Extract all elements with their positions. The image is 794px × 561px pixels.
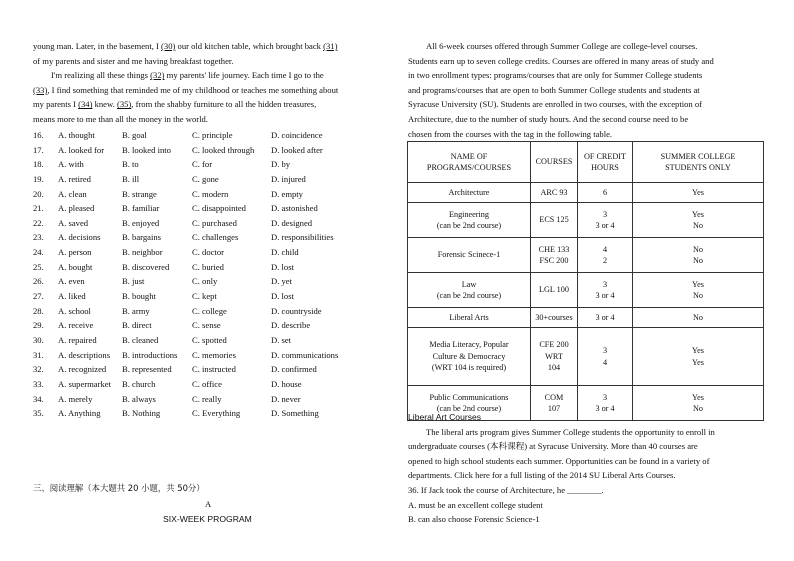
option-c[interactable]: C. memories	[192, 349, 236, 360]
passage-line: (33), I find something that reminded me of my childhood or teaches me something about	[33, 84, 339, 95]
option-row	[33, 216, 371, 231]
option-c[interactable]: C. disappointed	[192, 203, 246, 214]
option-d[interactable]: D. countryside	[271, 305, 322, 316]
cell-credit-hours: 4 2	[578, 238, 633, 273]
cloze-options	[33, 128, 371, 421]
option-d[interactable]: D. Something	[271, 408, 319, 419]
question-number: 28.	[33, 305, 44, 316]
option-d[interactable]: D. confirmed	[271, 364, 317, 375]
option-a[interactable]: A. liked	[58, 291, 86, 302]
option-d[interactable]: D. by	[271, 159, 291, 170]
header-credit: OF CREDIT HOURS	[578, 142, 633, 183]
option-d[interactable]: D. yet	[271, 276, 293, 287]
option-d[interactable]: D. designed	[271, 217, 313, 228]
cell-credit-hours: 3 3 or 4	[578, 273, 633, 308]
option-c[interactable]: C. only	[192, 276, 218, 287]
option-b[interactable]: B. cleaned	[122, 334, 159, 345]
option-a[interactable]: A. merely	[58, 393, 93, 404]
option-b[interactable]: B. bargains	[122, 232, 161, 243]
question-number: 26.	[33, 276, 44, 287]
option-d[interactable]: D. responsibilities	[271, 232, 334, 243]
question-36-option-a[interactable]: A. must be an excellent college student	[408, 499, 543, 510]
option-c[interactable]: C. sense	[192, 320, 221, 331]
passage-title: SIX-WEEK PROGRAM	[163, 514, 252, 524]
option-c[interactable]: C. doctor	[192, 247, 224, 258]
option-c[interactable]: C. gone	[192, 173, 219, 184]
liberal-line: opened to high school students each summer. Opportunities can be found in a variety of	[408, 455, 710, 466]
option-a[interactable]: A. receive	[58, 320, 94, 331]
question-number: 31.	[33, 349, 44, 360]
option-d[interactable]: D. injured	[271, 173, 306, 184]
question-number: 34.	[33, 393, 44, 404]
option-d[interactable]: D. describe	[271, 320, 311, 331]
option-b[interactable]: B. always	[122, 393, 156, 404]
option-row	[33, 377, 371, 392]
option-a[interactable]: A. school	[58, 305, 91, 316]
option-d[interactable]: D. lost	[271, 261, 294, 272]
option-b[interactable]: B. church	[122, 378, 156, 389]
option-row	[33, 128, 371, 143]
question-number: 25.	[33, 261, 44, 272]
option-b[interactable]: B. army	[122, 305, 150, 316]
table-row	[408, 328, 764, 386]
table-header-row	[408, 142, 764, 183]
option-row	[33, 187, 371, 202]
option-d[interactable]: D. empty	[271, 188, 303, 199]
option-row	[33, 172, 371, 187]
option-a[interactable]: A. recognized	[58, 364, 107, 375]
intro-line: All 6-week courses offered through Summer College are college-level courses.	[426, 41, 698, 51]
option-c[interactable]: C. instructed	[192, 364, 236, 375]
option-a[interactable]: A. descriptions	[58, 349, 111, 360]
question-36-stem: 36. If Jack took the course of Architecture, he ________.	[408, 484, 604, 495]
question-36-option-b[interactable]: B. can also choose Forensic Science-1	[408, 514, 540, 525]
intro-line: Architecture, due to the number of study hours. And the second course need to be	[408, 113, 689, 124]
option-a[interactable]: A. decisions	[58, 232, 101, 243]
cell-credit-hours: 3 4	[578, 328, 633, 386]
option-c[interactable]: C. kept	[192, 291, 217, 302]
table-row	[408, 183, 764, 203]
question-number: 24.	[33, 247, 44, 258]
option-row	[33, 392, 371, 407]
option-d[interactable]: D. set	[271, 334, 292, 345]
option-c[interactable]: C. buried	[192, 261, 224, 272]
option-b[interactable]: B. to	[122, 159, 139, 170]
cell-credit-hours: 6	[578, 183, 633, 203]
option-a[interactable]: A. person	[58, 247, 92, 258]
question-number: 17.	[33, 144, 44, 155]
question-number: 19.	[33, 173, 44, 184]
cell-summer-only: Yes Yes	[633, 328, 764, 386]
option-c[interactable]: C. principle	[192, 130, 233, 140]
intro-line: Students earn up to seven college credits. Courses are offered in many areas of study and	[408, 55, 714, 66]
option-c[interactable]: C. looked through	[192, 144, 255, 155]
option-b[interactable]: B. introductions	[122, 349, 178, 360]
option-d[interactable]: D. coincidence	[271, 130, 323, 140]
passage-line: I'm realizing all these things (32) my parents' life journey. Each time I go to the	[51, 70, 324, 81]
option-b[interactable]: B. represented	[122, 364, 172, 375]
option-a[interactable]: A. retired	[58, 173, 91, 184]
option-a[interactable]: A. supermarket	[58, 378, 111, 389]
option-a[interactable]: A. clean	[58, 188, 87, 199]
question-number: 32.	[33, 364, 44, 375]
passage-line: my parents I (34) knew. (35), from the shabby furniture to all the hidden treasures,	[33, 99, 317, 110]
cell-credit-hours: 3 3 or 4	[578, 386, 633, 421]
intro-line: Syracuse University (SU). Students are enrolled in two courses, with the exception of	[408, 99, 703, 110]
liberal-arts-section	[408, 410, 762, 527]
passage-line: means more to me than all the money in the world.	[33, 113, 208, 124]
cell-program-name: Liberal Arts	[408, 308, 531, 328]
option-row	[33, 260, 371, 275]
option-c[interactable]: C. for	[192, 159, 213, 170]
intro-line: chosen from the courses with the tag in the following table.	[408, 128, 613, 139]
intro-line: in two enrollment types: programs/courses that are only for Summer College students	[408, 70, 703, 81]
liberal-line: undergraduate courses (本科课程) at Syracuse University. More than 40 courses are	[408, 441, 698, 452]
liberal-line: The liberal arts program gives Summer College students the opportunity to enroll in	[426, 426, 715, 437]
option-b[interactable]: B. direct	[122, 320, 152, 331]
option-row	[33, 274, 371, 289]
option-c[interactable]: C. purchased	[192, 217, 237, 228]
option-a[interactable]: A. bought	[58, 261, 93, 272]
question-number: 22.	[33, 217, 44, 228]
option-d[interactable]: D. lost	[271, 291, 294, 302]
option-row	[33, 304, 371, 319]
cell-summer-only: No No	[633, 238, 764, 273]
option-a[interactable]: A. even	[58, 276, 85, 287]
option-row	[33, 406, 371, 421]
option-a[interactable]: A. repaired	[58, 334, 97, 345]
cell-summer-only: Yes	[633, 183, 764, 203]
option-d[interactable]: D. looked after	[271, 144, 323, 155]
cell-program-name: Forensic Scinece-1	[408, 238, 531, 273]
option-row	[33, 362, 371, 377]
question-number: 21.	[33, 203, 44, 214]
question-number: 33.	[33, 378, 44, 389]
option-b[interactable]: B. looked into	[122, 144, 171, 155]
option-a[interactable]: A. looked for	[58, 144, 105, 155]
question-number: 30.	[33, 334, 44, 345]
cell-summer-only: No	[633, 308, 764, 328]
cell-course-code: CFE 200 WRT 104	[531, 328, 578, 386]
option-c[interactable]: C. challenges	[192, 232, 239, 243]
question-number: 16.	[33, 130, 44, 140]
question-number: 27.	[33, 291, 44, 302]
cell-course-code: ARC 93	[531, 183, 578, 203]
option-c[interactable]: C. college	[192, 305, 227, 316]
table-row	[408, 203, 764, 238]
passage-line: of my parents and sister and me having breakfast together.	[33, 55, 234, 66]
option-c[interactable]: C. really	[192, 393, 222, 404]
cell-credit-hours: 3 or 4	[578, 308, 633, 328]
option-b[interactable]: B. goal	[122, 130, 147, 140]
option-row	[33, 230, 371, 245]
option-a[interactable]: A. thought	[58, 130, 95, 140]
option-b[interactable]: B. just	[122, 276, 145, 287]
cell-course-code: COM 107	[531, 386, 578, 421]
option-b[interactable]: B. familiar	[122, 203, 160, 214]
course-table	[407, 141, 764, 421]
option-row	[33, 201, 371, 216]
option-a[interactable]: A. Anything	[58, 408, 101, 419]
intro-paragraph	[408, 39, 762, 141]
cell-course-code: ECS 125	[531, 203, 578, 238]
option-d[interactable]: D. house	[271, 378, 302, 389]
cell-course-code: LGL 100	[531, 273, 578, 308]
section-heading: 三、阅读理解（本大题共 20 小题，共 50分）	[33, 483, 205, 493]
option-a[interactable]: A. saved	[58, 217, 89, 228]
option-row	[33, 245, 371, 260]
header-summer-only: SUMMER COLLEGE STUDENTS ONLY	[633, 142, 764, 183]
option-d[interactable]: D. communications	[271, 349, 339, 360]
question-number: 20.	[33, 188, 44, 199]
option-b[interactable]: B. ill	[122, 173, 140, 184]
cell-summer-only: Yes No	[633, 273, 764, 308]
table-row	[408, 308, 764, 328]
question-number: 29.	[33, 320, 44, 331]
option-row	[33, 143, 371, 158]
cell-course-code: CHE 133 FSC 200	[531, 238, 578, 273]
option-c[interactable]: C. spotted	[192, 334, 227, 345]
option-row	[33, 348, 371, 363]
option-row	[33, 333, 371, 348]
option-row	[33, 157, 371, 172]
option-c[interactable]: C. office	[192, 378, 222, 389]
cell-program-name: Law (can be 2nd course)	[408, 273, 531, 308]
header-courses: COURSES	[531, 142, 578, 183]
option-b[interactable]: B. enjoyed	[122, 217, 160, 228]
option-c[interactable]: C. modern	[192, 188, 229, 199]
header-name: NAME OF PROGRAMS/COURSES	[408, 142, 531, 183]
option-a[interactable]: A. with	[58, 159, 84, 170]
cell-program-name: Public Communications (can be 2nd course)	[408, 386, 531, 421]
passage-letter: A	[205, 499, 212, 509]
cell-summer-only: Yes No	[633, 203, 764, 238]
cell-credit-hours: 3 3 or 4	[578, 203, 633, 238]
cloze-passage	[33, 39, 391, 127]
cell-program-name: Architecture	[408, 183, 531, 203]
intro-line: and programs/courses that are open to both Summer College students and students at	[408, 84, 700, 95]
option-a[interactable]: A. pleased	[58, 203, 95, 214]
option-c[interactable]: C. Everything	[192, 408, 241, 419]
question-number: 23.	[33, 232, 44, 243]
option-b[interactable]: B. strange	[122, 188, 157, 199]
cell-program-name: Engineering (can be 2nd course)	[408, 203, 531, 238]
table-row	[408, 238, 764, 273]
option-row	[33, 318, 371, 333]
option-row	[33, 289, 371, 304]
cell-course-code: 30+courses	[531, 308, 578, 328]
question-number: 18.	[33, 159, 44, 170]
option-b[interactable]: B. Nothing	[122, 408, 161, 419]
option-b[interactable]: B. bought	[122, 291, 156, 302]
table-row	[408, 273, 764, 308]
cell-program-name: Media Literacy, Popular Culture & Democracy (WRT 104 is required)	[408, 328, 531, 386]
option-b[interactable]: B. neighbor	[122, 247, 163, 258]
option-b[interactable]: B. discovered	[122, 261, 170, 272]
option-d[interactable]: D. never	[271, 393, 301, 404]
liberal-arts-title: Liberal Art Courses	[408, 412, 482, 422]
question-number: 35.	[33, 408, 44, 419]
cell-summer-only: Yes No	[633, 386, 764, 421]
option-d[interactable]: D. child	[271, 247, 299, 258]
passage-line: young man. Later, in the basement, I (30) our old kitchen table, which brought back (31)	[33, 41, 338, 51]
liberal-line: departments. Click here for a full listing of the 2014 SU Liberal Arts Courses.	[408, 470, 676, 481]
option-d[interactable]: D. astonished	[271, 203, 318, 214]
